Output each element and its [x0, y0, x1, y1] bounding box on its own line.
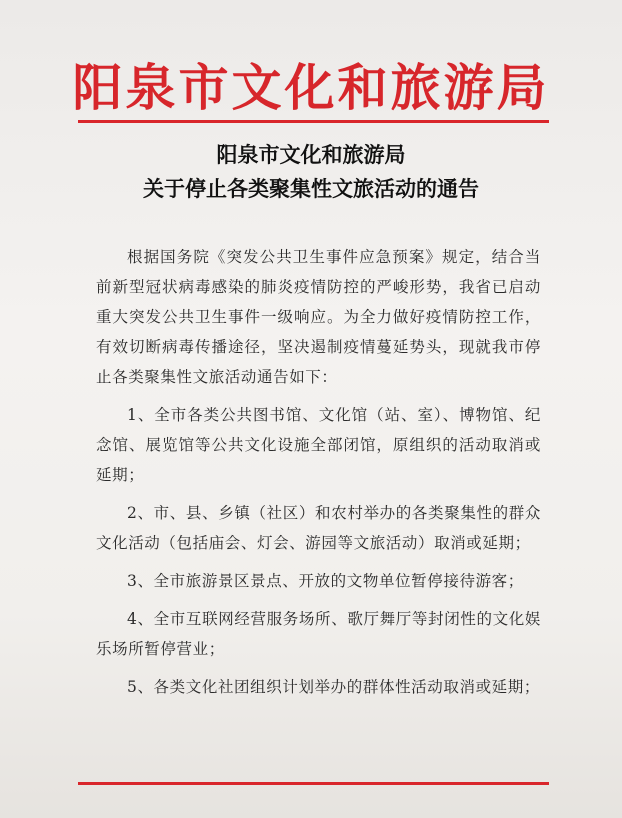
item-3: 3、全市旅游景区景点、开放的文物单位暂停接待游客； [127, 572, 524, 590]
intro-paragraph: 根据国务院《突发公共卫生事件应急预案》规定，结合当前新型冠状病毒感染的肺炎疫情防控的严峻形势，我省已启动重大突发公共卫生事件一级响应。为全力做好疫情防控工作，有效切断病毒传播途径，坚决遏制疫情蔓延势头，现就我市停止各类聚集性文旅活动通告如下： [96, 248, 541, 386]
masthead-title: 阳泉市文化和旅游局 [72, 58, 550, 117]
notice-title-line1: 阳泉市文化和旅游局 [216, 142, 406, 167]
item-4: 4、全市互联网经营服务场所、歌厅舞厅等封闭性的文化娱乐场所暂停营业； [96, 610, 541, 658]
notice-body [96, 242, 541, 702]
notice-title-line2: 关于停止各类聚集性文旅活动的通告 [143, 176, 479, 201]
item-2: 2、市、县、乡镇（社区）和农村举办的各类聚集性的群众文化活动（包括庙会、灯会、游园等文旅活动）取消或延期； [96, 504, 541, 552]
item-5: 5、各类文化社团组织计划举办的群体性活动取消或延期； [127, 678, 540, 696]
masthead-red-rule [78, 120, 549, 123]
footer-red-rule [78, 782, 549, 785]
item-1: 1、全市各类公共图书馆、文化馆（站、室）、博物馆、纪念馆、展览馆等公共文化设施全部闭馆，原组织的活动取消或延期； [96, 406, 541, 484]
